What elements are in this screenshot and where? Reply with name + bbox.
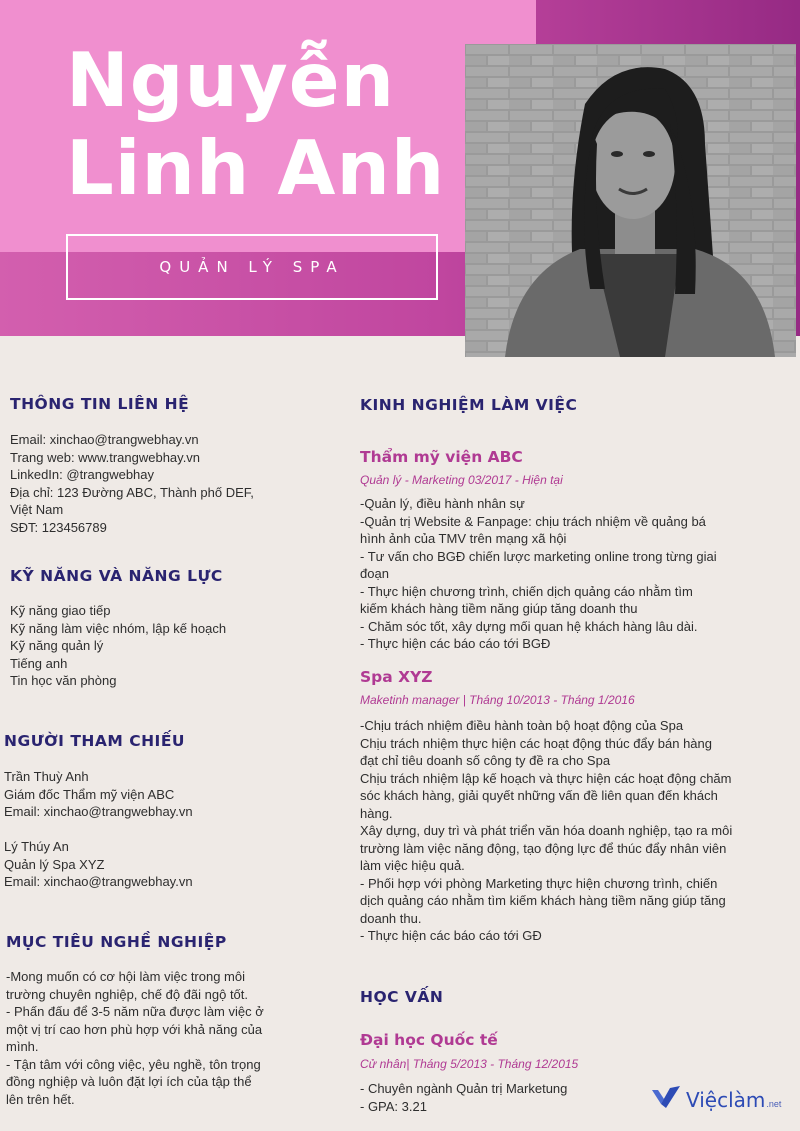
reference-line: Email: xinchao@trangwebhay.vn xyxy=(4,874,193,889)
job-duty: - Thực hiện các báo cáo tới BGĐ xyxy=(360,636,551,651)
job-duty: hàng. xyxy=(360,805,393,821)
experience-section-title: KINH NGHIỆM LÀM VIỆC xyxy=(360,396,578,414)
skill-item: Kỹ năng làm việc nhóm, lập kế hoạch xyxy=(10,620,227,636)
skill-item: Tiếng anh xyxy=(10,655,68,671)
job-company: Thẩm mỹ viện ABC xyxy=(360,448,523,466)
job-duty: dịch quảng cáo nhằm tìm kiếm khách hàng tiềm năng giúp tăng xyxy=(360,893,726,908)
job-company: Spa XYZ xyxy=(360,668,433,686)
portrait-photo xyxy=(465,44,796,357)
logo-text: Việclàm xyxy=(686,1087,766,1112)
references-list xyxy=(4,768,193,891)
logo-suffix: .net xyxy=(766,1098,782,1109)
contact-phone: SĐT: 123456789 xyxy=(10,519,107,535)
role-box xyxy=(66,234,438,300)
job-duty: - Thực hiện các báo cáo tới GĐ xyxy=(360,928,542,943)
name-line-1: Nguyễn xyxy=(66,36,395,124)
job-duty: Chịu trách nhiệm thực hiện các hoạt động thúc đẩy bán hàng xyxy=(360,735,712,751)
objective-line: - Phấn đấu để 3-5 năm nữa được làm việc ở xyxy=(6,1004,264,1019)
job-duty: - Phối hợp với phòng Marketing thực hiện chương trình, chiến xyxy=(360,875,718,891)
job-duty: Xây dựng, duy trì và phát triển văn hóa doanh nghiệp, tạo ra môi xyxy=(360,823,733,838)
education-line: - Chuyên ngành Quản trị Marketung xyxy=(360,1081,568,1096)
reference-line: Email: xinchao@trangwebhay.vn xyxy=(4,804,193,819)
job-duty: hình ảnh của TMV trên mạng xã hội xyxy=(360,531,567,546)
job-duty: - Chăm sóc tốt, xây dựng mối quan hệ khách hàng lâu dài. xyxy=(360,618,698,634)
job-duty: -Quản trị Website & Fanpage: chịu trách nhiệm về quảng bá xyxy=(360,513,706,529)
skill-item: Tin học văn phòng xyxy=(10,673,117,688)
job-subtitle: Quản lý - Marketing 03/2017 - Hiện tại xyxy=(360,473,563,487)
skills-section-title: KỸ NĂNG VÀ NĂNG LỰC xyxy=(10,567,223,585)
job-duty: kiếm khách hàng tiềm năng giúp tăng doanh thu xyxy=(360,601,638,616)
job-duty: làm việc hiệu quả. xyxy=(360,858,465,873)
objective-line: một vị trí cao hơn phù hợp với khả năng của xyxy=(6,1021,263,1037)
skill-item: Kỹ năng giao tiếp xyxy=(10,603,111,618)
job-duties xyxy=(360,495,717,653)
contact-website: Trang web: www.trangwebhay.vn xyxy=(10,449,201,465)
objective-list xyxy=(6,968,264,1108)
contact-address-cont: Việt Nam xyxy=(10,502,64,517)
contact-address: Địa chỉ: 123 Đường ABC, Thành phố DEF, xyxy=(10,484,254,500)
skills-list xyxy=(10,602,226,690)
objective-line: lên trên hết. xyxy=(6,1091,75,1107)
objective-line: đồng nghiệp và luôn đặt lợi ích của tập thể xyxy=(6,1074,252,1089)
reference-line: Giám đốc Thẩm mỹ viện ABC xyxy=(4,786,175,802)
objective-line: mình. xyxy=(6,1039,39,1054)
objective-section-title: MỤC TIÊU NGHỀ NGHIỆP xyxy=(6,933,227,951)
job-subtitle: Maketinh manager | Tháng 10/2013 - Tháng 1/2016 xyxy=(360,693,635,707)
job-duty: doanh thu. xyxy=(360,910,422,926)
job-duty: - Thực hiện chương trình, chiến dịch quảng cáo nhằm tìm xyxy=(360,583,693,599)
candidate-name xyxy=(66,36,445,212)
objective-line: - Tận tâm với công việc, yêu nghề, tôn trọng xyxy=(6,1056,261,1072)
name-line-2: Linh Anh xyxy=(66,124,446,212)
reference-line: Quản lý Spa XYZ xyxy=(4,856,105,872)
job-duty: Chịu trách nhiệm lập kế hoạch và thực hiện các hoạt động chăm xyxy=(360,770,732,786)
job-duty: - Tư vấn cho BGĐ chiến lược marketing online trong từng giai xyxy=(360,548,717,564)
job-duty: -Quản lý, điều hành nhân sự xyxy=(360,496,525,511)
reference-spacer xyxy=(4,821,193,839)
job-duty: trường làm việc năng động, tạo động lực để thúc đẩy nhân viên xyxy=(360,840,727,856)
contact-section-title: THÔNG TIN LIÊN HỆ xyxy=(10,395,190,413)
job-duty: sóc khách hàng, giải quyết những vấn đề liên quan đến khách xyxy=(360,788,718,803)
job-duty: đạt chỉ tiêu doanh số công ty đề ra cho Spa xyxy=(360,753,611,768)
objective-line: -Mong muốn có cơ hội làm việc trong môi xyxy=(6,969,246,984)
contact-linkedin: LinkedIn: @trangwebhay xyxy=(10,467,155,482)
contact-list xyxy=(10,431,254,536)
job-duties xyxy=(360,717,732,945)
job-role: QUẢN LÝ SPA xyxy=(159,258,345,276)
education-subtitle: Cử nhân| Tháng 5/2013 - Tháng 12/2015 xyxy=(360,1057,579,1071)
objective-line: trường chuyên nghiệp, chế độ đãi ngộ tốt. xyxy=(6,986,249,1002)
vieclam-logo[interactable] xyxy=(652,1086,781,1113)
education-line: - GPA: 3.21 xyxy=(360,1098,427,1114)
job-duty: -Chịu trách nhiệm điều hành toàn bộ hoạt động của Spa xyxy=(360,718,684,733)
skill-item: Kỹ năng quản lý xyxy=(10,638,104,653)
education-section-title: HỌC VẤN xyxy=(360,988,444,1006)
check-logo-icon xyxy=(652,1086,680,1113)
education-details xyxy=(360,1080,567,1115)
reference-line: Trần Thuỳ Anh xyxy=(4,769,89,784)
job-duty: đoạn xyxy=(360,566,389,581)
references-section-title: NGƯỜI THAM CHIẾU xyxy=(4,732,185,750)
contact-email: Email: xinchao@trangwebhay.vn xyxy=(10,432,199,447)
education-school: Đại học Quốc tế xyxy=(360,1031,498,1049)
reference-line: Lý Thúy An xyxy=(4,839,69,854)
